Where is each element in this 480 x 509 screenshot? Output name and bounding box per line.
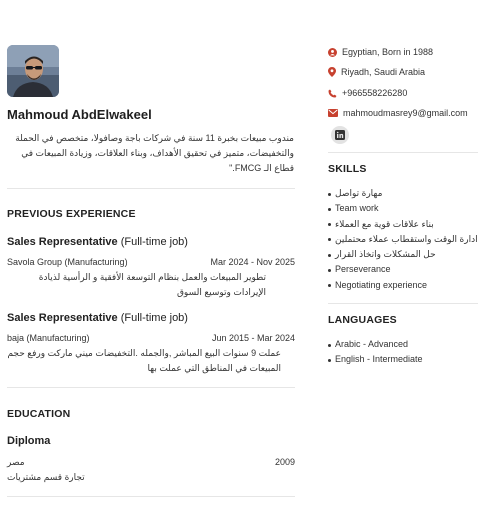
email-text[interactable]: mahmoudmasrey9@gmail.com xyxy=(343,108,468,118)
job-dates: Jun 2015 - Mar 2024 xyxy=(211,333,295,343)
contact-email xyxy=(328,106,468,120)
education-field: تجارة قسم مشتريات xyxy=(7,472,85,482)
skill-item: Negotiating experience xyxy=(335,278,480,293)
contact-location xyxy=(328,65,425,79)
job-company: baja (Manufacturing) xyxy=(7,333,90,343)
job-description: عملت 9 سنوات البيع المباشر ,والجمله .التخفيضات ميني ماركت ورفع حجم المبيعات في المناطق التي عملت بها xyxy=(7,348,281,373)
education-degree: Diploma xyxy=(7,435,51,447)
job-title xyxy=(7,312,188,324)
divider xyxy=(328,152,478,153)
phone-icon xyxy=(328,89,337,98)
skill-item: ادارة الوقت واستقطاب عملاء محتملين xyxy=(335,232,480,247)
avatar xyxy=(7,45,59,97)
divider xyxy=(7,387,295,388)
language-item: English - Intermediate xyxy=(335,352,480,367)
linkedin-icon xyxy=(335,130,345,140)
education-section-title: EDUCATION xyxy=(7,408,71,420)
person-icon xyxy=(328,48,337,57)
divider xyxy=(7,188,295,189)
candidate-name: Mahmoud AbdElwakeel xyxy=(7,107,152,122)
location-pin-icon xyxy=(328,67,336,77)
phone-text[interactable]: +966558226280 xyxy=(342,88,408,98)
job-dates: Mar 2024 - Nov 2025 xyxy=(210,257,295,267)
job-role: Sales Representative xyxy=(7,236,118,248)
job-role: Sales Representative xyxy=(7,312,118,324)
education-country: مصر xyxy=(7,457,25,467)
job-title xyxy=(7,236,188,248)
nationality-text: Egyptian, Born in 1988 xyxy=(342,47,434,57)
language-item: Arabic - Advanced xyxy=(335,337,480,352)
languages-list xyxy=(328,337,480,368)
skill-item: Team work xyxy=(335,201,480,216)
languages-section-title: LANGUAGES xyxy=(328,314,397,326)
email-icon xyxy=(328,109,338,117)
divider xyxy=(328,303,478,304)
contact-nationality xyxy=(328,45,433,59)
linkedin-link[interactable] xyxy=(331,126,349,144)
skill-item: حل المشكلات واتخاذ القرار xyxy=(335,247,480,262)
divider xyxy=(7,496,295,497)
skill-item: بناء علاقات قوية مع العملاء xyxy=(335,217,480,232)
education-year: 2009 xyxy=(274,457,295,467)
job-type: (Full-time job) xyxy=(120,312,188,324)
contact-phone xyxy=(328,86,407,100)
location-text: Riyadh, Saudi Arabia xyxy=(341,67,426,77)
experience-section-title: PREVIOUS EXPERIENCE xyxy=(7,208,136,220)
job-description: تطوير المبيعات والعمل بنظام التوسعة الأفقية و الرأسية لذيادة الإيرادات وتوسيع السوق xyxy=(38,272,266,297)
profile-photo xyxy=(7,45,59,97)
job-type: (Full-time job) xyxy=(120,236,188,248)
skill-item: Perseverance xyxy=(335,262,480,277)
profile-summary: مندوب مبيعات بخبرة 11 سنة في شركات باجة وصافولا، متخصص في الحملة والتخفيضات، متميز في تحقيق الأهداف، وبناء العلاقات، وزيادة المبيعات في قطاع الـ FMCG." xyxy=(15,133,294,173)
skills-list xyxy=(328,186,480,293)
skills-section-title: SKILLS xyxy=(328,163,367,175)
job-company: Savola Group (Manufacturing) xyxy=(7,257,128,267)
skill-item: مهارة تواصل xyxy=(335,186,480,201)
